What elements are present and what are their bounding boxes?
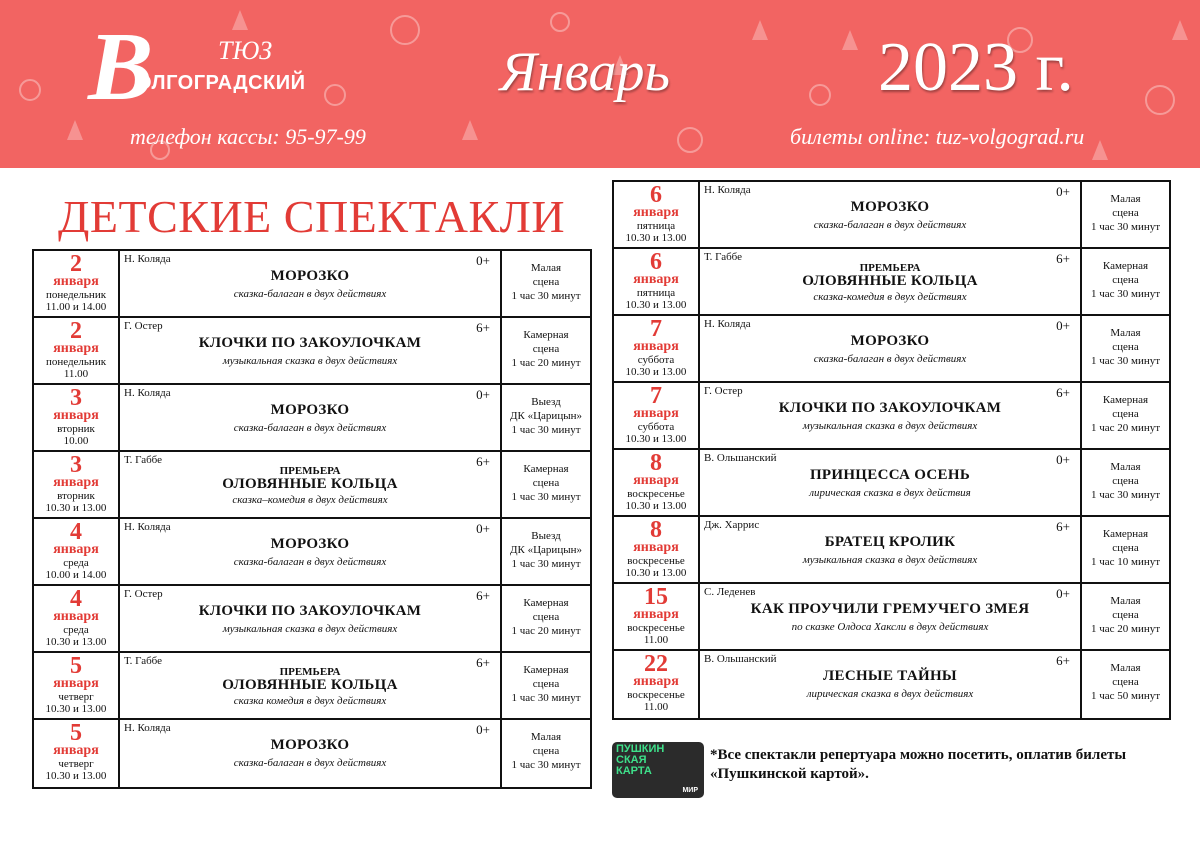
logo-letter: В	[88, 13, 154, 121]
show-title[interactable]: МОРОЗКО	[270, 737, 350, 753]
date-month: января	[53, 408, 99, 423]
date-weekday: воскресенье	[627, 488, 685, 500]
age-rating: 6+	[476, 454, 490, 469]
pushkin-card-icon	[612, 742, 704, 798]
schedule-row[interactable]	[34, 720, 590, 787]
show-info-cell	[700, 651, 1082, 718]
venue-line: сцена	[1112, 207, 1139, 219]
show-genre: сказка-балаган в двух действиях	[813, 353, 967, 365]
show-genre: сказка-балаган в двух действиях	[233, 288, 387, 300]
date-month: января	[633, 607, 679, 622]
date-weekday: вторник	[57, 423, 95, 435]
premiere-badge: ПРЕМЬЕРА	[279, 666, 341, 678]
venue-cell	[1082, 450, 1169, 515]
venue-line: Камерная	[523, 664, 569, 676]
show-title[interactable]: ОЛОВЯННЫЕ КОЛЬЦА	[222, 677, 398, 693]
duration: 1 час 30 минут	[511, 692, 581, 704]
year-title: 2023 г.	[878, 29, 1074, 106]
duration: 1 час 30 минут	[1090, 288, 1161, 300]
schedule-row[interactable]	[34, 385, 590, 452]
schedule-row[interactable]	[614, 584, 1169, 651]
venue-cell	[502, 318, 590, 383]
age-rating: 6+	[1056, 519, 1070, 534]
pushkin-card-text: ПУШКИН	[616, 743, 665, 755]
venue-line: Камерная	[523, 329, 569, 341]
schedule-row[interactable]	[34, 251, 590, 318]
date-month: января	[633, 205, 679, 220]
date-day: 7	[650, 383, 662, 409]
show-info-cell	[120, 452, 502, 517]
venue-line: Малая	[1110, 595, 1141, 607]
venue-cell	[502, 385, 590, 450]
date-weekday: суббота	[637, 421, 675, 433]
date-month: января	[53, 475, 99, 490]
date-weekday: среда	[63, 557, 89, 569]
show-author: Н. Коляда	[124, 521, 171, 533]
duration: 1 час 10 минут	[1090, 556, 1161, 568]
show-info-cell	[700, 517, 1082, 582]
show-genre: сказка–комедия в двух действиях	[232, 494, 388, 506]
show-title[interactable]: КАК ПРОУЧИЛИ ГРЕМУЧЕГО ЗМЕЯ	[750, 601, 1030, 617]
show-title[interactable]: ПРИНЦЕССА ОСЕНЬ	[809, 467, 971, 483]
date-cell	[34, 720, 120, 787]
date-cell	[34, 452, 120, 517]
show-author: Н. Коляда	[704, 184, 751, 196]
duration: 1 час 20 минут	[1090, 623, 1161, 635]
venue-line: Малая	[1110, 327, 1141, 339]
date-cell	[614, 182, 700, 247]
venue-line: Малая	[1110, 461, 1141, 473]
venue-line: Камерная	[1102, 394, 1149, 406]
date-day: 7	[650, 316, 662, 342]
venue-line: сцена	[532, 477, 560, 489]
venue-cell	[1082, 651, 1169, 718]
show-genre: сказка-балаган в двух действиях	[233, 556, 387, 568]
show-info-cell	[120, 385, 502, 450]
show-time: 10.30 и 13.00	[625, 299, 687, 311]
date-day: 22	[644, 651, 668, 677]
venue-line: сцена	[1112, 676, 1139, 688]
venue-line: Камерная	[523, 597, 569, 609]
show-genre: музыкальная сказка в двух действиях	[802, 420, 978, 432]
show-time: 10.30 и 13.00	[625, 500, 687, 512]
show-info-cell	[120, 318, 502, 383]
show-info-cell	[700, 383, 1082, 448]
show-time: 11.00 и 14.00	[45, 301, 107, 313]
show-genre: музыкальная сказка в двух действиях	[222, 355, 398, 367]
venue-line: Малая	[530, 262, 562, 274]
show-title[interactable]: МОРОЗКО	[270, 536, 350, 552]
date-weekday: вторник	[57, 490, 95, 502]
duration: 1 час 30 минут	[1090, 355, 1161, 367]
date-cell	[34, 653, 120, 718]
show-time: 10.30 и 13.00	[625, 232, 687, 244]
schedule-row[interactable]	[614, 316, 1169, 383]
show-info-cell	[700, 316, 1082, 381]
age-rating: 0+	[476, 722, 490, 737]
duration: 1 час 20 минут	[1090, 422, 1161, 434]
duration: 1 час 30 минут	[511, 290, 581, 302]
date-weekday: суббота	[637, 354, 675, 366]
schedule-row[interactable]	[614, 249, 1169, 316]
show-title[interactable]: КЛОЧКИ ПО ЗАКОУЛОЧКАМ	[198, 603, 422, 619]
date-weekday: четверг	[58, 691, 94, 703]
date-cell	[34, 318, 120, 383]
date-month: января	[53, 676, 99, 691]
age-rating: 0+	[476, 521, 490, 536]
date-weekday: четверг	[58, 758, 94, 770]
show-author: Н. Коляда	[124, 722, 171, 734]
venue-line: Малая	[530, 731, 562, 743]
date-cell	[614, 383, 700, 448]
show-title[interactable]: БРАТЕЦ КРОЛИК	[824, 534, 956, 550]
date-day: 2	[70, 318, 82, 344]
show-time: 10.30 и 13.00	[45, 636, 107, 648]
date-cell	[614, 584, 700, 649]
date-day: 4	[70, 519, 82, 545]
logo-tuz: ТЮЗ	[218, 36, 273, 65]
duration: 1 час 30 минут	[511, 424, 581, 436]
venue-line: Камерная	[1102, 528, 1149, 540]
show-genre: лирическая сказка в двух действиях	[806, 688, 974, 700]
date-month: января	[633, 540, 679, 555]
box-office-phone: телефон кассы: 95-97-99	[130, 124, 366, 149]
date-day: 15	[644, 584, 668, 610]
venue-line: сцена	[1112, 341, 1139, 353]
date-cell	[614, 517, 700, 582]
show-author: Т. Габбе	[124, 454, 163, 466]
venue-cell	[1082, 383, 1169, 448]
premiere-badge: ПРЕМЬЕРА	[859, 262, 921, 274]
duration: 1 час 20 минут	[511, 357, 581, 369]
pushkin-card-text: СКАЯ	[616, 754, 647, 766]
schedule-row[interactable]	[614, 651, 1169, 718]
venue-line: ДК «Царицын»	[510, 544, 582, 556]
venue-line: сцена	[1112, 609, 1139, 621]
show-time: 10.30 и 13.00	[625, 366, 687, 378]
date-weekday: пятница	[636, 220, 676, 232]
venue-cell	[502, 452, 590, 517]
schedule-row[interactable]	[614, 383, 1169, 450]
show-author: Н. Коляда	[124, 387, 171, 399]
show-author: Т. Габбе	[704, 251, 743, 263]
date-weekday: понедельник	[45, 289, 107, 301]
age-rating: 0+	[476, 253, 490, 268]
date-weekday: воскресенье	[627, 622, 685, 634]
age-rating: 6+	[476, 320, 490, 335]
date-day: 4	[70, 586, 82, 612]
schedule-row[interactable]	[614, 450, 1169, 517]
schedule-row[interactable]	[34, 653, 590, 720]
show-title[interactable]: ЛЕСНЫЕ ТАЙНЫ	[823, 668, 957, 684]
venue-line: Малая	[1110, 662, 1141, 674]
show-time: 10.30 и 13.00	[625, 433, 687, 445]
date-day: 3	[70, 452, 82, 478]
age-rating: 6+	[1056, 251, 1070, 266]
date-weekday: воскресенье	[627, 555, 685, 567]
date-day: 6	[650, 249, 662, 275]
date-month: января	[633, 473, 679, 488]
show-time: 10.30 и 13.00	[45, 770, 107, 782]
date-cell	[614, 651, 700, 718]
show-author: В. Ольшанский	[704, 653, 777, 665]
date-cell	[614, 316, 700, 381]
venue-line: Выезд	[531, 530, 561, 542]
venue-line: сцена	[532, 611, 560, 623]
show-genre: сказка-комедия в двух действиях	[813, 291, 967, 303]
show-title[interactable]: МОРОЗКО	[270, 402, 350, 418]
date-cell	[34, 519, 120, 584]
date-cell	[34, 385, 120, 450]
mir-logo: МИР	[682, 787, 698, 794]
show-genre: музыкальная сказка в двух действиях	[222, 623, 398, 635]
venue-cell	[502, 251, 590, 316]
show-author: В. Ольшанский	[704, 452, 777, 464]
venue-cell	[502, 586, 590, 651]
venue-cell	[1082, 517, 1169, 582]
venue-cell	[502, 720, 590, 787]
show-genre: по сказке Олдоса Хаксли в двух действиях	[791, 621, 989, 633]
duration: 1 час 30 минут	[1090, 221, 1161, 233]
show-info-cell	[700, 584, 1082, 649]
show-time: 11.00	[643, 634, 669, 646]
show-title[interactable]: КЛОЧКИ ПО ЗАКОУЛОЧКАМ	[198, 335, 422, 351]
show-info-cell	[120, 251, 502, 316]
venue-line: сцена	[532, 343, 560, 355]
show-time: 10.30 и 13.00	[625, 567, 687, 579]
show-genre: сказка-балаган в двух действиях	[813, 219, 967, 231]
venue-line: ДК «Царицын»	[510, 410, 582, 422]
duration: 1 час 20 минут	[511, 625, 581, 637]
venue-line: Малая	[1110, 193, 1141, 205]
show-title[interactable]: ОЛОВЯННЫЕ КОЛЬЦА	[222, 476, 398, 492]
venue-cell	[502, 653, 590, 718]
schedule-row[interactable]	[34, 452, 590, 519]
premiere-badge: ПРЕМЬЕРА	[279, 465, 341, 477]
schedule-row[interactable]	[34, 519, 590, 586]
date-weekday: пятница	[636, 287, 676, 299]
venue-cell	[502, 519, 590, 584]
age-rating: 6+	[1056, 653, 1070, 668]
schedule-row[interactable]	[34, 586, 590, 653]
venue-cell	[1082, 584, 1169, 649]
duration: 1 час 30 минут	[511, 558, 581, 570]
show-author: Т. Габбе	[124, 655, 163, 667]
show-time: 10.30 и 13.00	[45, 703, 107, 715]
date-month: января	[633, 339, 679, 354]
show-author: Н. Коляда	[124, 253, 171, 265]
date-month: января	[53, 341, 99, 356]
duration: 1 час 30 минут	[511, 491, 581, 503]
venue-cell	[1082, 182, 1169, 247]
show-genre: сказка-балаган в двух действиях	[233, 757, 387, 769]
age-rating: 0+	[1056, 586, 1070, 601]
show-genre: лирическая сказка в двух действия	[809, 487, 971, 499]
show-author: Дж. Харрис	[704, 519, 760, 531]
logo-city: ОЛГОГРАДСКИЙ	[136, 72, 306, 94]
show-title[interactable]: МОРОЗКО	[270, 268, 350, 284]
date-month: января	[53, 542, 99, 557]
venue-line: сцена	[532, 745, 560, 757]
date-day: 3	[70, 385, 82, 411]
theatre-logo[interactable]	[78, 13, 306, 138]
show-time: 11.00	[63, 368, 89, 380]
section-title: ДЕТСКИЕ СПЕКТАКЛИ	[58, 191, 566, 242]
schedule-row[interactable]	[614, 517, 1169, 584]
venue-line: сцена	[1112, 408, 1139, 420]
date-weekday: среда	[63, 624, 89, 636]
age-rating: 6+	[476, 655, 490, 670]
duration: 1 час 30 минут	[1090, 489, 1161, 501]
age-rating: 0+	[1056, 318, 1070, 333]
venue-line: сцена	[1112, 475, 1139, 487]
age-rating: 6+	[1056, 385, 1070, 400]
show-time: 10.00 и 14.00	[45, 569, 107, 581]
show-info-cell	[120, 586, 502, 651]
date-day: 6	[650, 182, 662, 208]
venue-cell	[1082, 249, 1169, 314]
date-cell	[34, 251, 120, 316]
date-month: января	[53, 609, 99, 624]
venue-line: сцена	[532, 276, 560, 288]
show-title[interactable]: МОРОЗКО	[850, 199, 930, 215]
show-time: 10.30 и 13.00	[45, 502, 107, 514]
venue-line: Камерная	[1102, 260, 1149, 272]
show-info-cell	[700, 249, 1082, 314]
venue-line: Выезд	[531, 396, 561, 408]
schedule-table-right	[612, 180, 1171, 720]
date-day: 8	[650, 450, 662, 476]
date-cell	[614, 249, 700, 314]
age-rating: 6+	[476, 588, 490, 603]
venue-line: сцена	[1112, 274, 1139, 286]
venue-line: сцена	[1112, 542, 1139, 554]
duration: 1 час 30 минут	[511, 759, 581, 771]
show-info-cell	[120, 519, 502, 584]
date-weekday: понедельник	[45, 356, 107, 368]
show-info-cell	[120, 720, 502, 787]
date-month: января	[633, 674, 679, 689]
date-month: января	[633, 272, 679, 287]
schedule-row[interactable]	[614, 182, 1169, 249]
date-month: января	[633, 406, 679, 421]
pushkin-card-note: *Все спектакли репертуара можно посетить, оплатив билеты «Пушкинской картой».	[710, 747, 1127, 782]
age-rating: 0+	[1056, 184, 1070, 199]
date-weekday: воскресенье	[627, 689, 685, 701]
date-day: 5	[70, 720, 82, 746]
month-title: Январь	[500, 41, 670, 103]
schedule-table-left	[32, 249, 592, 789]
date-month: января	[53, 743, 99, 758]
date-cell	[34, 586, 120, 651]
show-author: Н. Коляда	[704, 318, 751, 330]
date-day: 2	[70, 251, 82, 277]
date-day: 8	[650, 517, 662, 543]
show-author: Г. Остер	[124, 320, 163, 332]
show-info-cell	[120, 653, 502, 718]
show-title[interactable]: КЛОЧКИ ПО ЗАКОУЛОЧКАМ	[778, 400, 1002, 416]
age-rating: 0+	[476, 387, 490, 402]
show-author: Г. Остер	[124, 588, 163, 600]
show-time: 10.00	[63, 435, 89, 447]
show-time: 11.00	[643, 701, 669, 713]
online-tickets-link[interactable]: билеты online: tuz-volgograd.ru	[790, 124, 1085, 149]
age-rating: 0+	[1056, 452, 1070, 467]
header-banner	[0, 0, 1200, 168]
date-month: января	[53, 274, 99, 289]
show-title[interactable]: ОЛОВЯННЫЕ КОЛЬЦА	[802, 273, 978, 289]
venue-cell	[1082, 316, 1169, 381]
date-cell	[614, 450, 700, 515]
show-author: Г. Остер	[704, 385, 743, 397]
show-title[interactable]: МОРОЗКО	[850, 333, 930, 349]
show-info-cell	[700, 450, 1082, 515]
pushkin-card-text: КАРТА	[616, 765, 652, 777]
schedule-row[interactable]	[34, 318, 590, 385]
show-genre: сказка комедия в двух действиях	[233, 695, 387, 707]
show-genre: сказка-балаган в двух действиях	[233, 422, 387, 434]
show-genre: музыкальная сказка в двух действиях	[802, 554, 978, 566]
show-author: С. Леденев	[704, 586, 756, 598]
venue-line: Камерная	[523, 463, 569, 475]
date-day: 5	[70, 653, 82, 679]
show-info-cell	[700, 182, 1082, 247]
duration: 1 час 50 минут	[1090, 690, 1161, 702]
venue-line: сцена	[532, 678, 560, 690]
